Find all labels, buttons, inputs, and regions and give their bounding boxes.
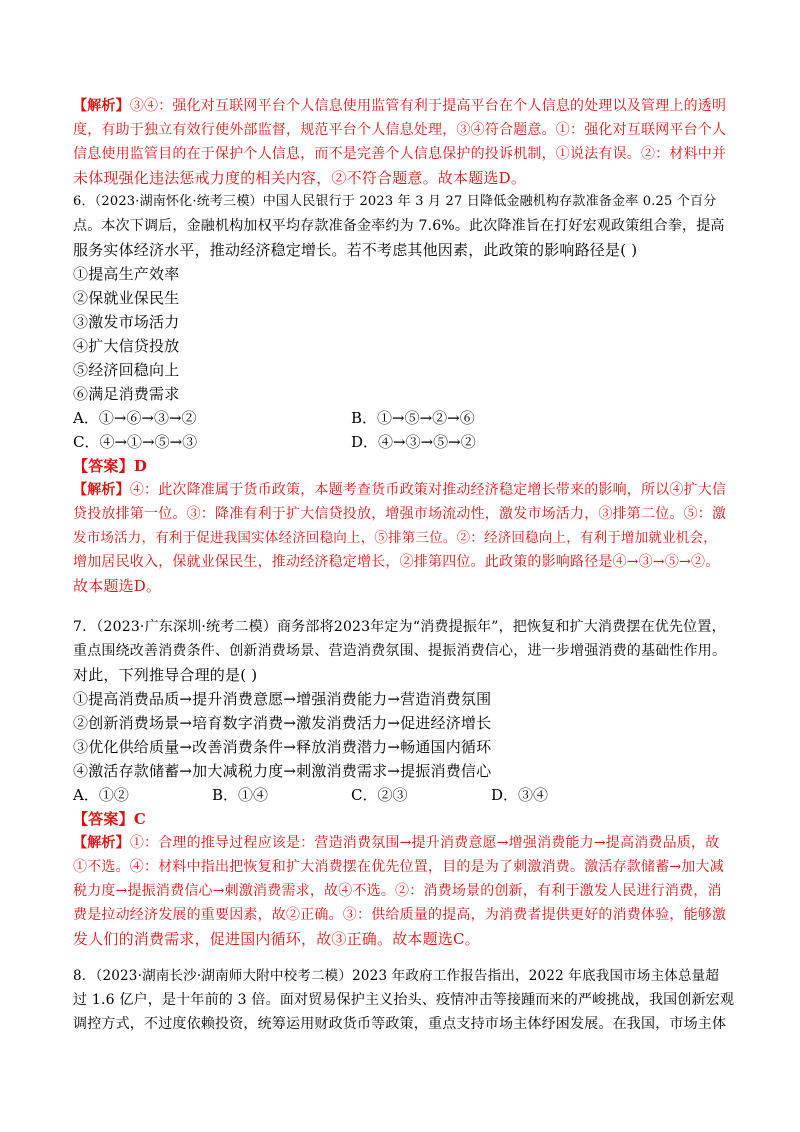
answer-line (73, 456, 733, 480)
answer-tag: 【答案】 (73, 457, 134, 475)
analysis-tag: 【解析】 (73, 835, 130, 851)
analysis-line: 费是拉动经济发展的重要因素，故②正确。③：供给质量的提高，为消费者提供更好的消费体验，能够激 (73, 907, 727, 923)
analysis-line: 【解析】④：此次降准属于货币政策，本题考查货币政策对推动经济稳定增长带来的影响，所以④扩大信 (73, 482, 727, 498)
answer-line (73, 809, 733, 833)
option-d: D．④→③→⑤→② (351, 433, 476, 451)
option-c: C．②③ (351, 786, 408, 804)
choice-item: ③优化供给质量→改善消费条件→释放消费潜力→畅通国内循环 (73, 738, 492, 756)
question-text-line: 6．（2023·湖南怀化·统考三模）中国人民银行于 2023 年 3 月 27 日降低金融机构存款准备金率 0.25 个百分 (73, 194, 717, 209)
analysis-line: 【解析】③④：强化对互联网平台个人信息使用监管有利于提高平台在个人信息的处理以及管理上的透明 (73, 98, 727, 114)
options-row (73, 785, 733, 809)
analysis-line: 度，有助于独立有效行使外部监督，规范平台个人信息处理，③④符合题意。①：强化对互联网平台个人 (73, 122, 727, 138)
answer-tag: 【答案】 (73, 810, 134, 828)
question-6 (73, 192, 733, 600)
question-text-line: 过 1.6 亿户，是十年前的 3 倍。面对贸易保护主义抬头、疫情冲击等接踵而来的严峻挑战，我国创新宏观 (73, 992, 735, 1008)
choice-item: ①提高消费品质→提升消费意愿→增强消费能力→营造消费氛围 (73, 690, 492, 708)
choice-item: ④激活存款储蓄→加大减税力度→刺激消费需求→提振消费信心 (73, 762, 492, 780)
choice-item: ⑤经济回稳向上 (73, 361, 180, 379)
choice-item: ④扩大信贷投放 (73, 337, 180, 355)
question-text-line: 调控方式，不过度依赖投资，统筹运用财政货币等政策，重点支持市场主体纾困发展。在我国，市场主体 (73, 1016, 727, 1032)
option-a: A．①→⑥→③→② (73, 409, 197, 427)
choice-item: ①提高生产效率 (73, 265, 180, 283)
question-text-line: 8．（2023·湖南长沙·湖南师大附中校考二模）2023 年政府工作报告指出，2022 年底我国市场主体总量超 (73, 968, 720, 984)
question-8 (73, 966, 733, 1038)
analysis-line: 未体现强化违法惩戒力度的相关内容，②不符合题意。故本题选D。 (73, 169, 527, 187)
question-text-line: 对此，下列推导合理的是( ) (73, 666, 258, 684)
analysis-line: 故本题选D。 (73, 577, 162, 595)
question-text-line: 点。本次下调后，金融机构加权平均存款准备金率约为 7.6%。此次降准旨在打好宏观政策组合拳，提高 (73, 218, 725, 234)
answer-value: D (133, 457, 148, 475)
choice-item: ③激发市场活力 (73, 313, 180, 331)
options-row (73, 432, 733, 456)
question-text-line: 7．（2023·广东深圳·统考二模）商务部将2023年定为“消费提振年”，把恢复和扩大消费摆在优先位置， (73, 619, 726, 635)
question-text-line: 服务实体经济水平，推动经济稳定增长。若不考虑其他因素，此政策的影响路径是( ) (73, 241, 638, 259)
option-d: D．③④ (491, 786, 549, 804)
choice-item: ②保就业保民生 (73, 289, 180, 307)
analysis-tag: 【解析】 (73, 98, 130, 114)
analysis-line: 税力度→提振消费信心→刺激消费需求，故④不选。②：消费场景的创新，有利于激发人民进行消费，消 (73, 883, 722, 899)
option-b: B．①④ (212, 786, 269, 804)
question-text-line: 重点围绕改善消费条件、创新消费场景、营造消费氛围、提振消费信心，进一步增强消费的基础性作用。 (73, 643, 727, 659)
choice-item: ⑥满足消费需求 (73, 385, 180, 403)
analysis-line: 发人们的消费需求，促进国内循环，故③正确。故本题选C。 (73, 930, 480, 948)
analysis-line: 贷投放排第一位。③：降准有利于扩大信贷投放，增强市场流动性，激发市场活力，③排第二位。⑤：激 (73, 506, 727, 522)
choice-item: ②创新消费场景→培育数字消费→激发消费活力→促进经济增长 (73, 714, 492, 732)
question-7 (73, 617, 733, 953)
analysis-line: 信息使用监管目的在于保护个人信息，而不是完善个人信息保护的投诉机制，①说法有误。②：材料中并 (73, 146, 727, 162)
analysis-line: 发市场活力，有利于促进我国实体经济回稳向上，⑤排第三位。②：经济回稳向上，有利于增加就业机会， (73, 530, 717, 546)
analysis-line: ①不选。④：材料中指出把恢复和扩大消费摆在优先位置，目的是为了刺激消费。激活存款储蓄→加大减 (73, 859, 724, 875)
answer-value: C (133, 810, 146, 828)
analysis-tag: 【解析】 (73, 482, 130, 498)
option-c: C．④→①→⑤→③ (73, 433, 198, 451)
option-a: A．①② (73, 786, 129, 804)
options-row (73, 408, 733, 432)
analysis-line: 增加居民收入，保就业保民生，推动经济稳定增长，②排第四位。此政策的影响路径是④→③→⑤→②。 (73, 554, 720, 570)
analysis-line: 【解析】①：合理的推导过程应该是：营造消费氛围→提升消费意愿→增强消费能力→提高消费品质，故 (73, 835, 720, 851)
analysis-q5 (73, 96, 733, 192)
option-b: B．①→⑤→②→⑥ (351, 409, 475, 427)
